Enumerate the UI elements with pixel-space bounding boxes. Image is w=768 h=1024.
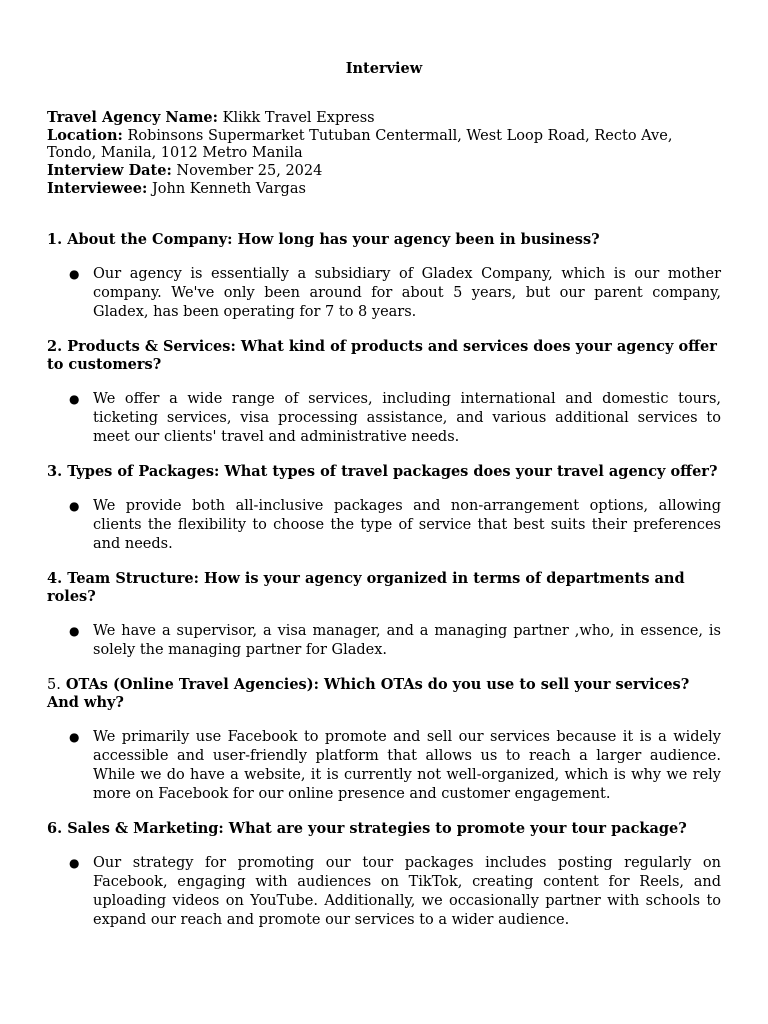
question-number: 5. xyxy=(47,677,61,693)
answer-text: Our strategy for promoting our tour packages includes posting regularly on Facebook, engaging with audiences on TikTok, creating content for Reels, and uploading videos on YouTube. Additionally, we occasionally partner with schools to expand our reach and promote our services to a wider audience. xyxy=(93,855,721,928)
question-4 xyxy=(47,570,721,606)
meta-label: Travel Agency Name: xyxy=(47,109,219,126)
answer-text: We primarily use Facebook to promote and sell our services because it is a widely accessible and user-friendly platform that allows us to reach a larger audience. While we do have a website, it is currently not well-organized, which is why we rely more on Facebook for our online presence and customer engagement. xyxy=(93,729,721,802)
answer-text: We have a supervisor, a visa manager, and a managing partner ,who, in essence, is solely the managing partner for Gladex. xyxy=(93,623,721,658)
answer-text: We offer a wide range of services, including international and domestic tours, ticketing services, visa processing assistance, and various additional services to meet our clients' travel and administrative needs. xyxy=(93,391,721,445)
question-text: Products & Services: What kind of products and services does your agency offer to customers? xyxy=(47,338,717,373)
meta-interview-date xyxy=(47,162,721,180)
meta-label: Interviewee: xyxy=(47,180,148,197)
meta-location xyxy=(47,127,721,162)
question-number: 3. xyxy=(47,463,63,480)
answer-text: We provide both all-inclusive packages and non-arrangement options, allowing clients the flexibility to choose the type of service that best suits their preferences and needs. xyxy=(93,498,721,552)
bullet-icon: ● xyxy=(69,730,80,744)
bullet-icon: ● xyxy=(69,856,80,870)
answer-list-1 xyxy=(47,265,721,322)
meta-value: Robinsons Supermarket Tutuban Centermall, West Loop Road, Recto Ave, Tondo, Manila, 1012 Metro Manila xyxy=(47,128,673,161)
meta-value: November 25, 2024 xyxy=(171,163,323,179)
meta-label: Location: xyxy=(47,127,123,144)
question-3 xyxy=(47,463,721,481)
question-1 xyxy=(47,231,721,249)
answer-list-3 xyxy=(47,497,721,554)
question-number: 1. xyxy=(47,231,63,248)
bullet-icon: ● xyxy=(69,499,80,513)
meta-value: John Kenneth Vargas xyxy=(147,181,306,197)
answer-item xyxy=(47,497,721,554)
question-text: About the Company: How long has your agency been in business? xyxy=(62,231,600,248)
meta-interviewee xyxy=(47,180,721,198)
meta-value: Klikk Travel Express xyxy=(218,110,375,126)
answer-item xyxy=(47,622,721,660)
interview-meta xyxy=(47,109,721,198)
bullet-icon: ● xyxy=(69,392,80,406)
question-text: Types of Packages: What types of travel packages does your travel agency offer? xyxy=(62,463,718,480)
document-title: Interview xyxy=(345,60,423,77)
answer-item xyxy=(47,390,721,447)
question-number: 6. xyxy=(47,820,63,837)
answer-list-2 xyxy=(47,390,721,447)
question-text: OTAs (Online Travel Agencies): Which OTAs do you use to sell your services? And why? xyxy=(47,676,690,711)
question-2 xyxy=(47,338,721,374)
question-text: Team Structure: How is your agency organized in terms of departments and roles? xyxy=(47,570,685,605)
question-6 xyxy=(47,820,721,838)
answer-item xyxy=(47,728,721,804)
question-number: 2. xyxy=(47,338,63,355)
answer-item xyxy=(47,854,721,930)
bullet-icon: ● xyxy=(69,624,80,638)
answer-text: Our agency is essentially a subsidiary of Gladex Company, which is our mother company. We've only been around for about 5 years, but our parent company, Gladex, has been operating for 7 to 8 years. xyxy=(93,266,721,320)
answer-list-4 xyxy=(47,622,721,660)
answer-item xyxy=(47,265,721,322)
question-text: Sales & Marketing: What are your strategies to promote your tour package? xyxy=(62,820,687,837)
meta-label: Interview Date: xyxy=(47,162,172,179)
answer-list-6 xyxy=(47,854,721,930)
answer-list-5 xyxy=(47,728,721,804)
meta-agency-name xyxy=(47,109,721,127)
question-5 xyxy=(47,676,721,712)
bullet-icon: ● xyxy=(69,267,80,281)
question-number: 4. xyxy=(47,570,63,587)
